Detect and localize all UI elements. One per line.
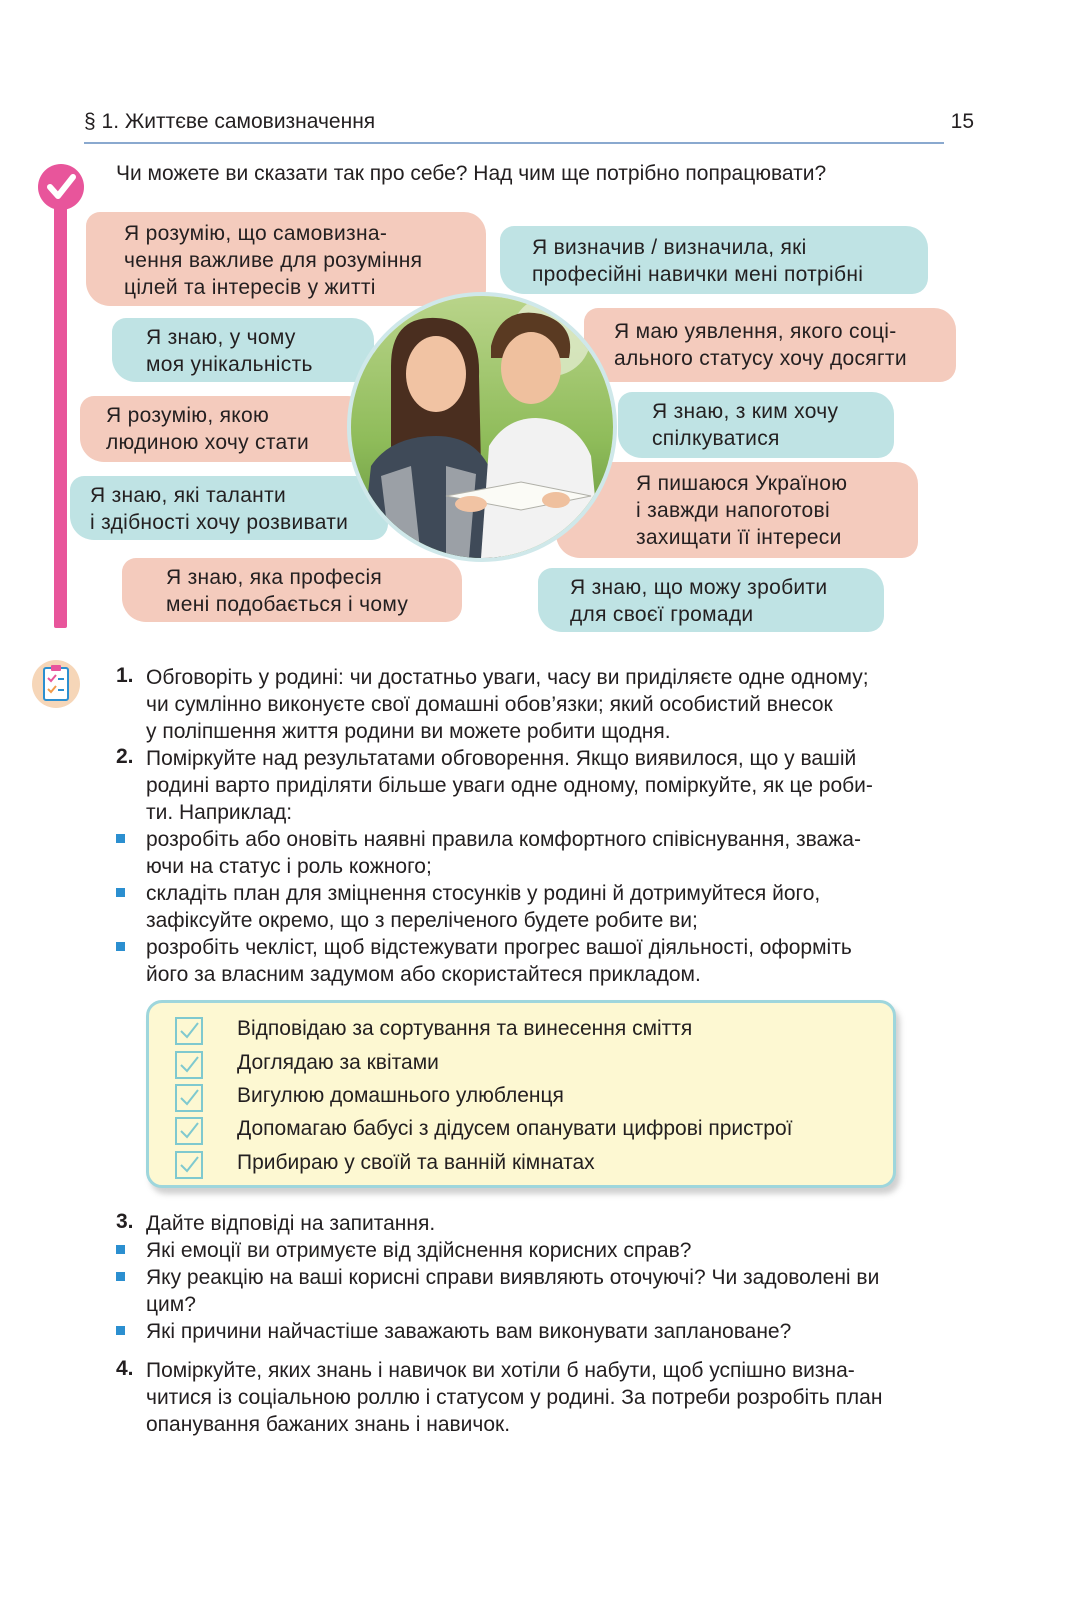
- text-line: Обговоріть у родині: чи достатньо уваги, часу ви приділяєте одне одному;: [146, 666, 869, 689]
- bullet-marker: [116, 1272, 125, 1281]
- text-line: цим?: [146, 1293, 196, 1316]
- statement-bubble: [556, 462, 918, 558]
- bullet-marker: [116, 1326, 125, 1335]
- bubble-line: мені подобається і чому: [166, 593, 409, 616]
- task-number: 4.: [116, 1357, 134, 1380]
- checklist-text: Доглядаю за квітами: [237, 1051, 439, 1074]
- bullet-marker: [116, 1245, 125, 1254]
- text-line: складіть план для зміцнення стосунків у родині й дотримуйтеся його,: [146, 882, 821, 905]
- text-line: Яку реакцію на ваші корисні справи виявляють оточуючі? Чи задоволені ви: [146, 1266, 880, 1289]
- bubble-line: спілкуватися: [652, 427, 780, 450]
- statement-bubble: [80, 396, 370, 462]
- page-header: [84, 108, 974, 144]
- statement-bubble: [86, 212, 486, 306]
- bubble-line: Я пишаюся Україною: [636, 472, 848, 495]
- checkmark-icon: [38, 164, 84, 210]
- bubble-line: для своєї громади: [570, 603, 754, 626]
- bubble-line: цілей та інтересів у житті: [124, 276, 376, 299]
- text-line: чи сумлінно виконуєте свої домашні обов’язки; який особистий внесок: [146, 693, 833, 716]
- bullet-item: [146, 1318, 946, 1345]
- bubble-line: Я знаю, які таланти: [90, 484, 287, 507]
- task-1-text: [146, 664, 946, 745]
- bullet-item: [146, 826, 946, 880]
- text-line: у поліпшення життя родини ви можете робити щодня.: [146, 720, 671, 743]
- checklist-text: Допомагаю бабусі з дідусем опанувати цифрові пристрої: [237, 1117, 793, 1140]
- text-line: Які причини найчастіше заважають вам виконувати заплановане?: [146, 1320, 792, 1343]
- task-3-text: [146, 1210, 946, 1237]
- text-line: розробіть чекліст, щоб відстежувати прогрес вашої діяльності, оформіть: [146, 936, 852, 959]
- checklist-text: Вигулюю домашнього улюбленця: [237, 1084, 564, 1107]
- bullet-item: [146, 1237, 946, 1264]
- text-line: опанування бажаних знань і навичок.: [146, 1413, 511, 1436]
- bubble-line: ального статусу хочу досягти: [614, 347, 907, 370]
- statement-bubble: [618, 392, 894, 458]
- checkbox-checked-icon: [175, 1017, 203, 1045]
- page-number: 15: [950, 110, 974, 133]
- bubble-line: професійні навички мені потрібні: [532, 263, 864, 286]
- example-checklist: [146, 1000, 896, 1188]
- text-line: ти. Наприклад:: [146, 801, 293, 824]
- text-line: Поміркуйте, яких знань і навичок ви хотіли б набути, щоб успішно визна-: [146, 1359, 855, 1382]
- bubble-line: моя унікальність: [146, 353, 313, 376]
- section-title: § 1. Життєве самовизначення: [84, 110, 376, 133]
- bubble-line: Я знаю, що можу зробити: [570, 576, 828, 599]
- bubble-line: Я знаю, у чому: [146, 326, 296, 349]
- bubble-line: захищати її інтереси: [636, 526, 842, 549]
- checkbox-checked-icon: [175, 1151, 203, 1179]
- bubble-line: і завжди напоготові: [636, 499, 830, 522]
- task-number: 2.: [116, 745, 134, 768]
- task-number: 1.: [116, 664, 134, 687]
- checkbox-checked-icon: [175, 1051, 203, 1079]
- task-4-text: [146, 1357, 946, 1438]
- bullet-item: [146, 1264, 946, 1318]
- statement-bubble: [70, 476, 388, 540]
- statement-bubble: [538, 568, 884, 632]
- text-line: Дайте відповіді на запитання.: [146, 1212, 436, 1235]
- statement-bubble: [112, 318, 374, 382]
- text-line: родині варто приділяти більше уваги одне одному, поміркуйте, як це роби-: [146, 774, 873, 797]
- bubble-line: Я знаю, яка професія: [166, 566, 383, 589]
- statement-bubble: [122, 558, 462, 622]
- text-line: ючи на статус і роль кожного;: [146, 855, 432, 878]
- task-number: 3.: [116, 1210, 134, 1233]
- bullet-marker: [116, 834, 125, 843]
- bullet-item: [146, 934, 946, 988]
- text-line: розробіть або оновіть наявні правила комфортного співіснування, зважа-: [146, 828, 861, 851]
- text-line: читися із соціальною роллю і статусом у родині. За потреби розробіть план: [146, 1386, 883, 1409]
- bubble-line: людиною хочу стати: [106, 431, 309, 454]
- statement-bubble: [500, 226, 928, 294]
- task-checklist-icon: [32, 660, 80, 708]
- bullet-marker: [116, 888, 125, 897]
- bubble-line: Я розумію, якою: [106, 404, 270, 427]
- text-line: зафіксуйте окремо, що з переліченого будете робите ви;: [146, 909, 698, 932]
- intro-question: Чи можете ви сказати так про себе? Над чим ще потрібно попрацювати?: [116, 162, 827, 185]
- self-check-bar: [54, 200, 67, 628]
- text-line: його за власним задумом або скористайтеся прикладом.: [146, 963, 701, 986]
- text-line: Поміркуйте над результатами обговорення. Якщо виявилося, що у вашій: [146, 747, 857, 770]
- bubble-line: чення важливе для розуміння: [124, 249, 423, 272]
- checklist-text: Прибираю у своїй та ванній кімнатах: [237, 1151, 595, 1174]
- bubble-line: Я розумію, що самовизна-: [124, 222, 388, 245]
- bullet-marker: [116, 942, 125, 951]
- bubble-line: Я знаю, з ким хочу: [652, 400, 839, 423]
- bubble-line: Я визначив / визначила, які: [532, 236, 807, 259]
- text-line: Які емоції ви отримуєте від здійснення корисних справ?: [146, 1239, 692, 1262]
- bubble-line: і здібності хочу розвивати: [90, 511, 349, 534]
- task-2-text: [146, 745, 946, 826]
- checklist-text: Відповідаю за сортування та винесення сміття: [237, 1017, 693, 1040]
- bubble-line: Я маю уявлення, якого соці-: [614, 320, 897, 343]
- statement-bubble: [584, 308, 956, 382]
- checkbox-checked-icon: [175, 1117, 203, 1145]
- bullet-item: [146, 880, 946, 934]
- checkbox-checked-icon: [175, 1084, 203, 1112]
